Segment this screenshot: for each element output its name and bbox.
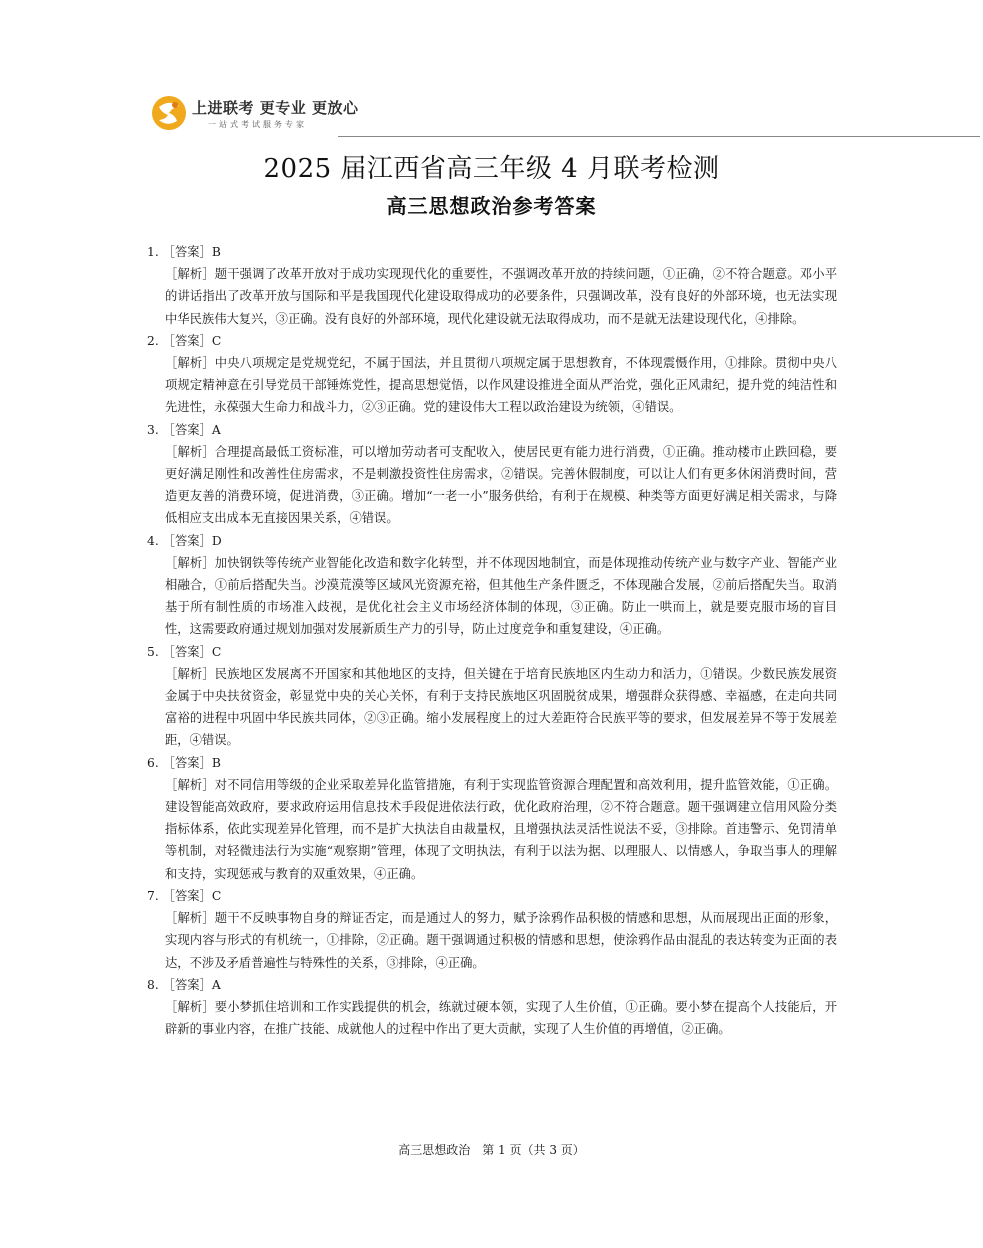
answer-key: ［答案］D	[162, 533, 222, 548]
question-2	[147, 330, 837, 419]
question-number: 5.	[147, 644, 159, 659]
answer-key: ［答案］C	[162, 888, 222, 903]
answer-key: ［答案］C	[162, 333, 222, 348]
question-1	[147, 241, 837, 330]
question-6	[147, 752, 837, 885]
answer-key: ［答案］A	[162, 422, 221, 437]
logo-tagline: 一站式考试服务专家	[208, 120, 307, 129]
question-number: 2.	[147, 333, 159, 348]
question-5	[147, 641, 837, 752]
header	[150, 94, 830, 138]
question-number: 3.	[147, 422, 159, 437]
question-number: 1.	[147, 245, 159, 259]
question-number: 6.	[147, 755, 159, 770]
explanation: ［解析］对不同信用等级的企业采取差异化监管措施，有利于实现监管资源合理配置和高效利用，提升监管效能，①正确。建设智能高效政府，要求政府运用信息技术手段促进依法行政，优化政府治理，②不符合题意。题干强调建立信用风险分类指标体系，依此实现差异化管理，而不是扩大执法自由裁量权，且增强执法灵活性说法不妥，③排除。首违警示、免罚清单等机制，对轻微违法行为实施“观察期”管理，体现了文明执法，有利于以法为据、以理服人、以情感人，争取当事人的理解和支持，实现惩戒与教育的双重效果，④正确。	[165, 777, 837, 881]
explanation: ［解析］题干强调了改革开放对于成功实现现代化的重要性，不强调改革开放的持续问题，①正确，②不符合题意。邓小平的讲话指出了改革开放与国际和平是我国现代化建设取得成功的必要条件，只强调改革，没有良好的外部环境，也无法实现中华民族伟大复兴，③正确。没有良好的外部环境，现代化建设就无法取得成功，而不是就无法建设现代化，④排除。	[165, 267, 837, 326]
question-8	[147, 974, 837, 1041]
answer-key: ［答案］B	[162, 245, 221, 259]
answer-key: ［答案］C	[162, 644, 222, 659]
question-number: 4.	[147, 533, 159, 548]
question-number: 8.	[147, 977, 159, 992]
question-4	[147, 530, 837, 641]
question-7	[147, 885, 837, 974]
answer-key: ［答案］B	[162, 755, 221, 770]
document-subtitle: 高三思想政治参考答案	[386, 194, 597, 218]
explanation: ［解析］加快钢铁等传统产业智能化改造和数字化转型，并不体现因地制宜，而是体现推动传统产业与数字产业、智能产业相融合，①前后搭配失当。沙漠荒漠等区域风光资源充裕，但其他生产条件匮乏，不体现融合发展，②前后搭配失当。取消基于所有制性质的市场准入歧视，是优化社会主义市场经济体制的体现，③正确。防止一哄而上，就是要克服市场的盲目性，这需要政府通过规划加强对发展新质生产力的引导，防止过度竞争和重复建设，④正确。	[165, 555, 837, 637]
explanation: ［解析］合理提高最低工资标准，可以增加劳动者可支配收入，使居民更有能力进行消费，①正确。推动楼市止跌回稳，要更好满足刚性和改善性住房需求，不是刺激投资性住房需求，②错误。完善休假制度，可以让人们有更多休闲消费时间，营造更友善的消费环境，促进消费，③正确。增加“一老一小”服务供给，有利于在规模、种类等方面更好满足相关需求，与降低相应支出成本无直接因果关系，④错误。	[165, 444, 837, 526]
question-3	[147, 419, 837, 530]
header-divider	[338, 136, 980, 137]
document-title: 2025 届江西省高三年级 4 月联考检测	[263, 154, 720, 184]
explanation: ［解析］民族地区发展离不开国家和其他地区的支持，但关键在于培育民族地区内生动力和活力，①错误。少数民族发展资金属于中央扶贫资金，彰显党中央的关心关怀，有利于支持民族地区巩固脱贫成果，增强群众获得感、幸福感，在走向共同富裕的进程中巩固中华民族共同体，②③正确。缩小发展程度上的过大差距符合民族平等的要求，但发展差异不等于发展差距，④错误。	[165, 666, 837, 748]
answer-list	[147, 241, 837, 1040]
question-number: 7.	[147, 888, 159, 903]
explanation: ［解析］题干不反映事物自身的辩证否定，而是通过人的努力，赋予涂鸦作品积极的情感和思想，从而展现出正面的形象，实现内容与形式的有机统一，①排除，②正确。题干强调通过积极的情感和思想，使涂鸦作品由混乱的表达转变为正面的表达，不涉及矛盾普遍性与特殊性的关系，③排除，④正确。	[165, 911, 837, 970]
explanation: ［解析］中央八项规定是党规党纪，不属于国法，并且贯彻八项规定属于思想教育，不体现震慑作用，①排除。贯彻中央八项规定精神意在引导党员干部锤炼党性，提高思想觉悟，以作风建设推进全面从严治党，强化正风肃纪，提升党的纯洁性和先进性，永葆强大生命力和战斗力，②③正确。党的建设伟大工程以政治建设为统领，④错误。	[165, 356, 837, 415]
answer-key: ［答案］A	[162, 977, 221, 992]
explanation: ［解析］要小梦抓住培训和工作实践提供的机会，练就过硬本领，实现了人生价值，①正确。要小梦在提高个人技能后，开辟新的事业内容，在推广技能、成就他人的过程中作出了更大贡献，实现了人生价值的再增值，②正确。	[165, 999, 837, 1037]
logo-icon	[150, 94, 188, 132]
page-footer: 高三思想政治 第 1 页（共 3 页）	[398, 1143, 585, 1157]
logo-slogan: 上进联考 更专业 更放心	[192, 99, 359, 117]
